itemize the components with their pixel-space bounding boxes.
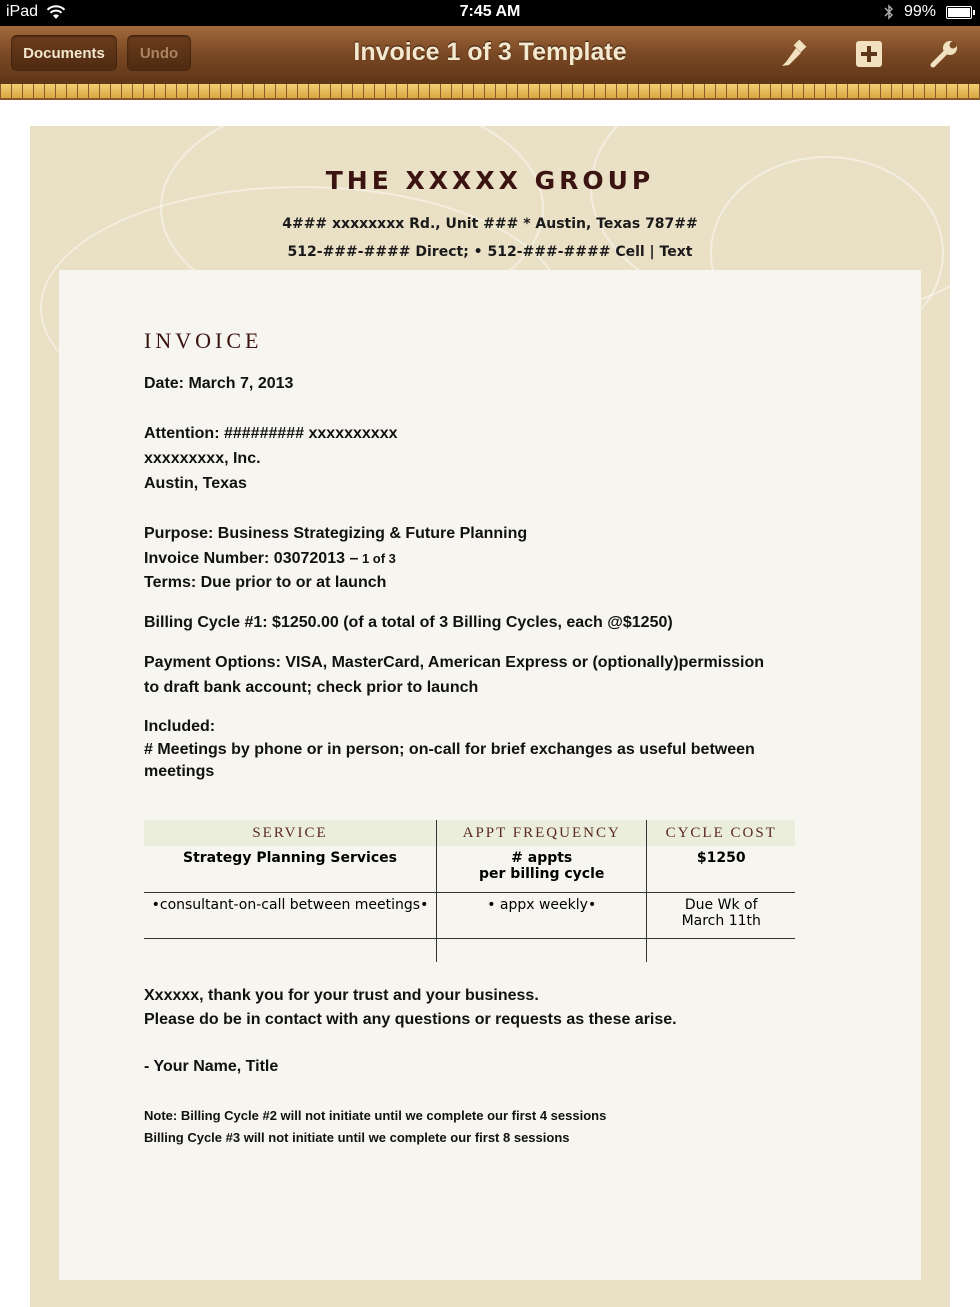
cell-frequency: • appx weekly• xyxy=(436,892,646,938)
add-icon[interactable] xyxy=(853,38,885,70)
company-name: THE XXXXX GROUP xyxy=(325,166,655,195)
device-label: iPad xyxy=(6,3,39,20)
note-line2: Billing Cycle #3 will not initiate until we complete our first 8 sessions xyxy=(144,1130,570,1145)
header-appt-frequency: APPT FREQUENCY xyxy=(436,820,646,846)
battery-icon xyxy=(946,6,972,19)
invoice-heading: INVOICE xyxy=(144,328,263,353)
table-row xyxy=(144,938,795,962)
attention-line: Attention: ######### xxxxxxxxxx xyxy=(144,425,398,442)
cell-cost-line2: March 11th xyxy=(681,912,761,929)
undo-button[interactable]: Undo xyxy=(127,35,191,71)
battery-percent: 99% xyxy=(903,3,936,20)
included-line2: meetings xyxy=(144,763,215,780)
invoice-date: Date: March 7, 2013 xyxy=(144,375,294,392)
cell-frequency-line2: per billing cycle xyxy=(479,866,605,882)
billing-cycle-line: Billing Cycle #1: $1250.00 (of a total of 3 Billing Cycles, each @$1250) xyxy=(144,614,673,631)
company-phone: 512-###-#### Direct; • 512-###-#### Cell | Text xyxy=(287,244,693,260)
client-company: xxxxxxxxx, Inc. xyxy=(144,450,261,467)
toolbar xyxy=(0,26,980,85)
service-table xyxy=(144,820,795,962)
header-service: SERVICE xyxy=(144,820,436,846)
cell-empty xyxy=(436,938,646,962)
table-row xyxy=(144,892,795,938)
client-city: Austin, Texas xyxy=(144,475,247,492)
invoice-number xyxy=(144,550,396,568)
included-label: Included: xyxy=(144,718,216,735)
cell-frequency-line1: # appts xyxy=(511,850,573,866)
document-title: Invoice 1 of 3 Template xyxy=(353,38,627,66)
cell-frequency xyxy=(436,846,646,892)
thanks-line1: Xxxxxx, thank you for your trust and your business. xyxy=(144,987,539,1004)
wrench-icon[interactable] xyxy=(928,38,960,70)
cell-service: •consultant-on-call between meetings• xyxy=(144,892,436,938)
ruler[interactable] xyxy=(0,84,980,100)
payment-options-line2: to draft bank account; check prior to launch xyxy=(144,679,479,696)
bluetooth-icon xyxy=(884,4,894,20)
thanks-line2: Please do be in contact with any questions or requests as these arise. xyxy=(144,1011,677,1028)
cell-service: Strategy Planning Services xyxy=(144,846,436,892)
header-cycle-cost: CYCLE COST xyxy=(647,820,795,846)
documents-button[interactable]: Documents xyxy=(11,35,117,71)
invoice-number-label: Invoice Number: 03072013 – xyxy=(144,550,359,567)
note-line1: Note: Billing Cycle #2 will not initiate until we complete our first 4 sessions xyxy=(144,1108,607,1123)
table-row xyxy=(144,846,795,892)
table-header-row xyxy=(144,820,795,846)
purpose-line: Purpose: Business Strategizing & Future Planning xyxy=(144,525,528,542)
cell-cost: $1250 xyxy=(647,846,795,892)
status-bar xyxy=(0,0,980,26)
cell-empty xyxy=(144,938,436,962)
payment-options-line1: Payment Options: VISA, MasterCard, American Express or (optionally)permission xyxy=(144,654,765,671)
company-address: 4### xxxxxxxx Rd., Unit ### * Austin, Texas 787## xyxy=(282,216,698,232)
invoice-number-suffix: 1 of 3 xyxy=(358,551,396,566)
terms-line: Terms: Due prior to or at launch xyxy=(144,574,387,591)
included-line1: # Meetings by phone or in person; on-call for brief exchanges as useful between xyxy=(144,741,755,758)
cell-empty xyxy=(647,938,795,962)
cell-cost-line1: Due Wk of xyxy=(684,896,758,913)
paintbrush-icon[interactable] xyxy=(778,38,810,70)
cell-cost xyxy=(647,892,795,938)
signature-line: - Your Name, Title xyxy=(144,1058,279,1075)
status-time: 7:45 AM xyxy=(459,3,521,20)
